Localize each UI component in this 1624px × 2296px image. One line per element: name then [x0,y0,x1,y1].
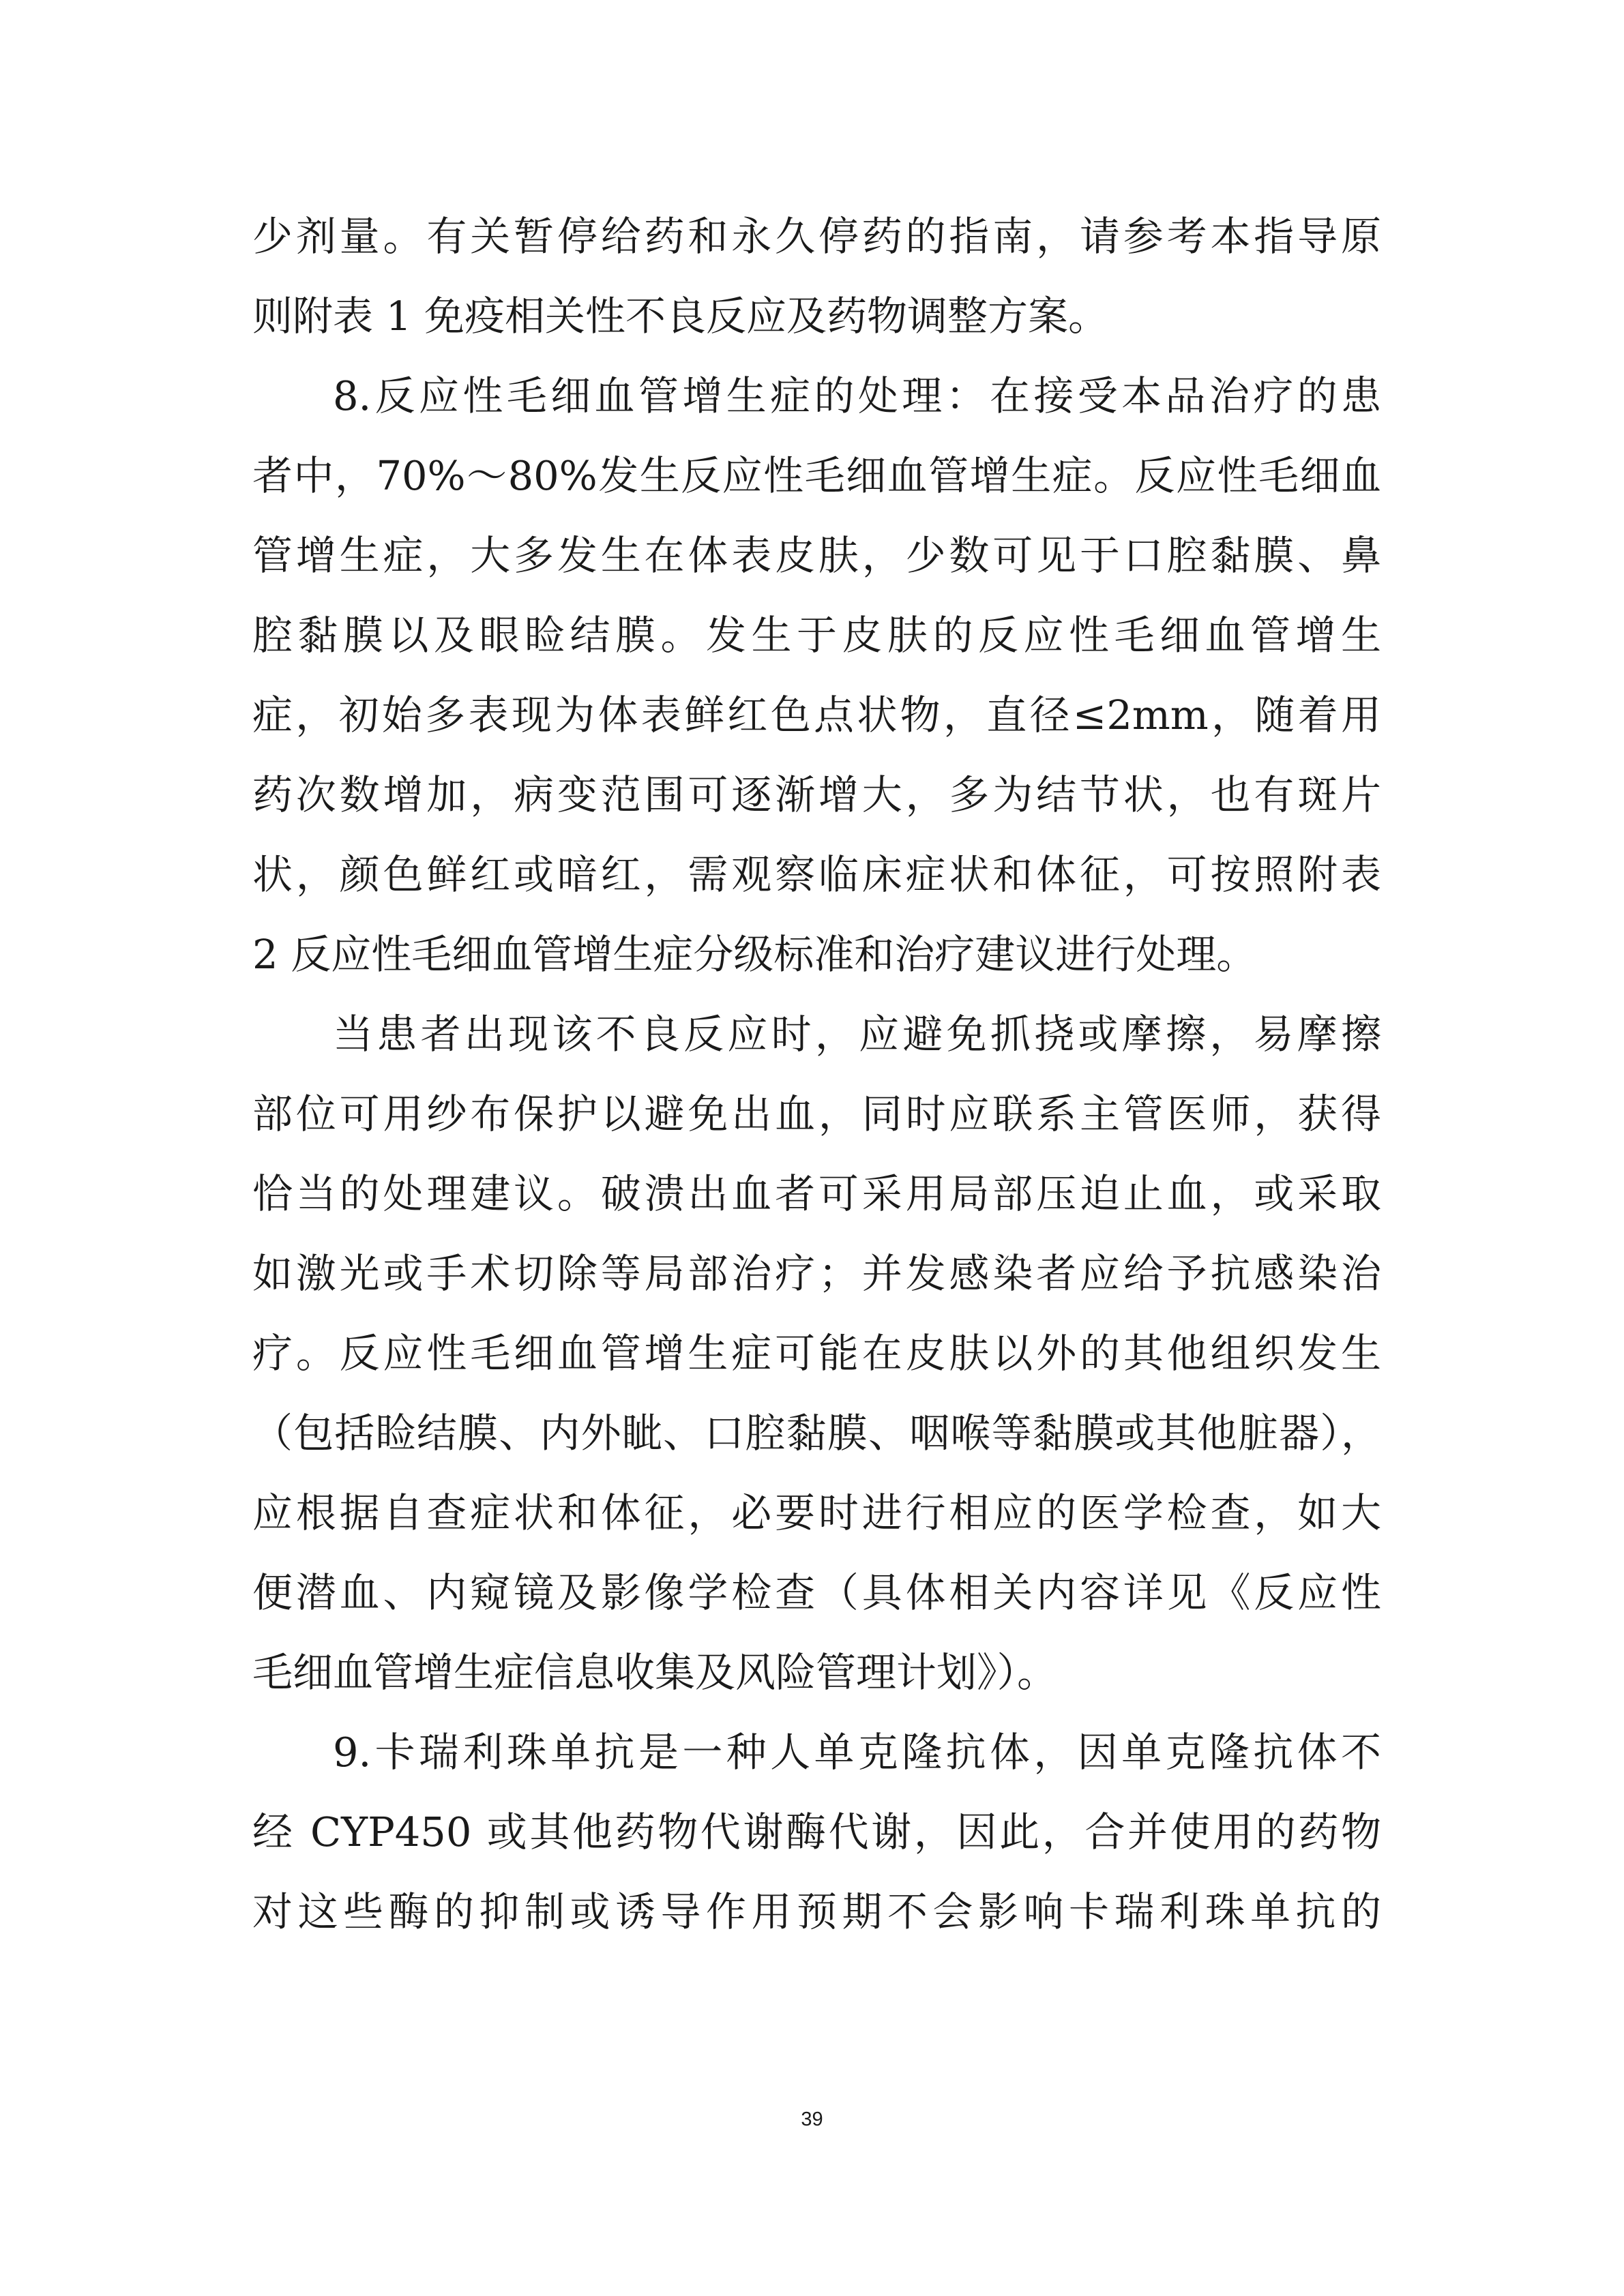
text-line: 如激光或手术切除等局部治疗；并发感染者应给予抗感染治 [252,1250,1381,1297]
text-line: 管增生症，大多发生在体表皮肤，少数可见于口腔黏膜、鼻 [252,532,1381,579]
page-number: 39 [801,2108,823,2130]
text-line: 2 反应性毛细血管增生症分级标准和治疗建议进行处理。 [252,931,1257,978]
text-line: 对这些酶的抑制或诱导作用预期不会影响卡瑞利珠单抗的 [252,1888,1381,1935]
text-line: 症，初始多表现为体表鲜红色点状物，直径≤2mm，随着用 [252,691,1381,739]
text-line: 恰当的处理建议。破溃出血者可采用局部压迫止血，或采取 [252,1170,1381,1217]
text-line: （包括睑结膜、内外眦、口腔黏膜、咽喉等黏膜或其他脏器）， [252,1410,1381,1457]
paragraph-adverse-reaction-care [252,994,1381,1712]
text-line: 者中，70%～80%发生反应性毛细血管增生症。反应性毛细血 [252,452,1381,499]
text-line: 药次数增加，病变范围可逐渐增大，多为结节状，也有斑片 [252,771,1381,818]
text-line: 部位可用纱布保护以避免出血，同时应联系主管医师，获得 [252,1090,1381,1137]
paragraph-continuation [252,196,1381,356]
text-line: 疗。反应性毛细血管增生症可能在皮肤以外的其他组织发生 [252,1330,1381,1377]
text-line: 9.卡瑞利珠单抗是一种人单克隆抗体，因单克隆抗体不 [333,1729,1381,1776]
text-line: 当患者出现该不良反应时，应避免抓挠或摩擦，易摩擦 [333,1011,1381,1058]
text-line: 经 CYP450 或其他药物代谢酶代谢，因此，合并使用的药物 [252,1808,1381,1855]
text-line: 应根据自查症状和体征，必要时进行相应的医学检查，如大 [252,1489,1381,1536]
text-line: 腔黏膜以及眼睑结膜。发生于皮肤的反应性毛细血管增生 [252,612,1381,659]
paragraph-item-9 [252,1712,1381,1952]
text-line: 8.反应性毛细血管增生症的处理：在接受本品治疗的患 [333,372,1381,419]
text-line: 状，颜色鲜红或暗红，需观察临床症状和体征，可按照附表 [252,851,1381,898]
text-line: 则附表 1 免疫相关性不良反应及药物调整方案。 [252,293,1109,340]
paragraph-item-8 [252,356,1381,994]
text-line: 少剂量。有关暂停给药和永久停药的指南，请参考本指导原 [252,213,1381,260]
text-line: 毛细血管增生症信息收集及风险管理计划》）。 [252,1649,1058,1696]
body-text [252,196,1381,1952]
text-line: 便潜血、内窥镜及影像学检查（具体相关内容详见《反应性 [252,1569,1381,1616]
